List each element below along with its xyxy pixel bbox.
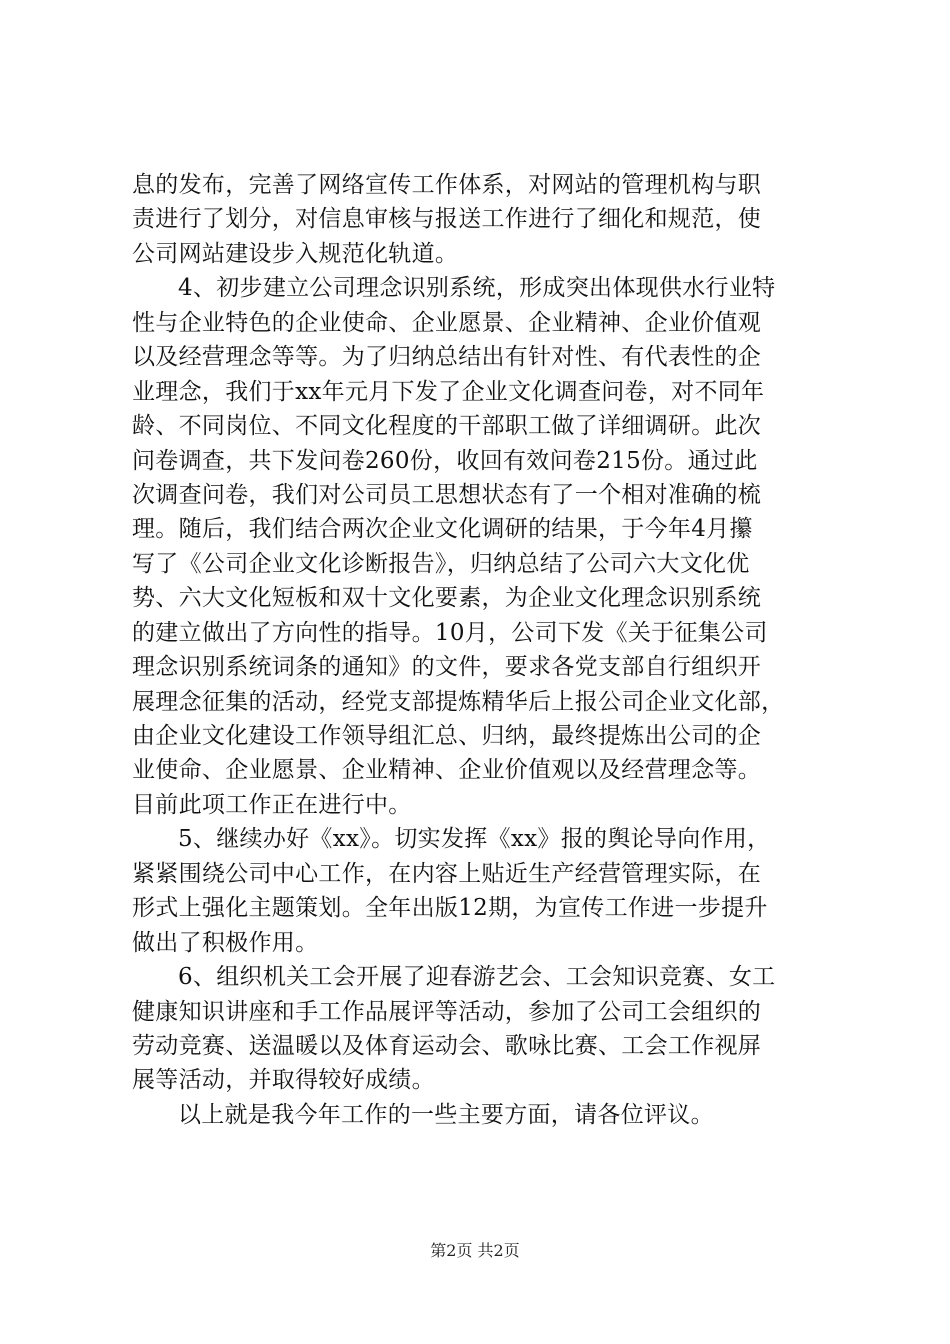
page-footer: 第2页 共2页 [430,1241,520,1260]
text-line: 理念识别系统词条的通知》的文件，要求各党支部自行组织开 [132,654,762,681]
text-line: 势、六大文化短板和双十文化要素，为企业文化理念识别系统 [132,585,762,612]
text-line: 展理念征集的活动，经党支部提炼精华后上报公司企业文化部， [132,688,785,715]
text-line: 龄、不同岗位、不同文化程度的干部职工做了详细调研。此次 [132,413,762,440]
text-line: 健康知识讲座和手工作品展评等活动，参加了公司工会组织的 [132,998,762,1025]
text-line: 以及经营理念等等。为了归纳总结出有针对性、有代表性的企 [132,344,762,371]
text-line: 由企业文化建设工作领导组汇总、归纳，最终提炼出公司的企 [132,723,762,749]
text-line: 展等活动，并取得较好成绩。 [132,1067,435,1094]
text-line: 6、组织机关工会开展了迎春游艺会、工会知识竞赛、女工 [178,964,776,991]
text-line: 性与企业特色的企业使命、企业愿景、企业精神、企业价值观 [132,309,762,336]
text-line: 责进行了划分，对信息审核与报送工作进行了细化和规范，使 [132,206,762,233]
text-line: 问卷调查，共下发问卷260份，收回有效问卷215份。通过此 [132,447,758,474]
text-line: 紧紧围绕公司中心工作，在内容上贴近生产经营管理实际，在 [132,860,762,887]
text-line: 做出了积极作用。 [132,929,319,956]
text-line: 息的发布，完善了网络宣传工作体系，对网站的管理机构与职 [132,172,762,198]
text-line: 次调查问卷，我们对公司员工思想状态有了一个相对准确的梳 [132,481,762,508]
text-line: 业理念，我们于xx年元月下发了企业文化调查问卷，对不同年 [132,378,765,405]
text-line: 形式上强化主题策划。全年出版12期，为宣传工作进一步提升 [132,895,768,922]
text-line: 业使命、企业愿景、企业精神、企业价值观以及经营理念等。 [132,757,762,784]
text-line: 目前此项工作正在进行中。 [132,791,412,818]
document-body [132,168,822,1132]
text-line: 5、继续办好《xx》。切实发挥《xx》报的舆论导向作用， [178,826,771,853]
text-line: 劳动竞赛、送温暖以及体育运动会、歌咏比赛、工会工作视屏 [132,1032,762,1059]
text-line: 理。随后，我们结合两次企业文化调研的结果，于今年4月攥 [132,516,753,543]
text-line: 4、初步建立公司理念识别系统，形成突出体现供水行业特 [178,275,776,302]
text-line: 以上就是我今年工作的一些主要方面，请各位评议。 [178,1101,714,1128]
text-line: 的建立做出了方向性的指导。10月，公司下发《关于征集公司 [132,619,768,646]
text-line: 公司网站建设步入规范化轨道。 [132,240,459,267]
text-line: 写了《公司企业文化诊断报告》，归纳总结了公司六大文化优 [132,550,750,577]
